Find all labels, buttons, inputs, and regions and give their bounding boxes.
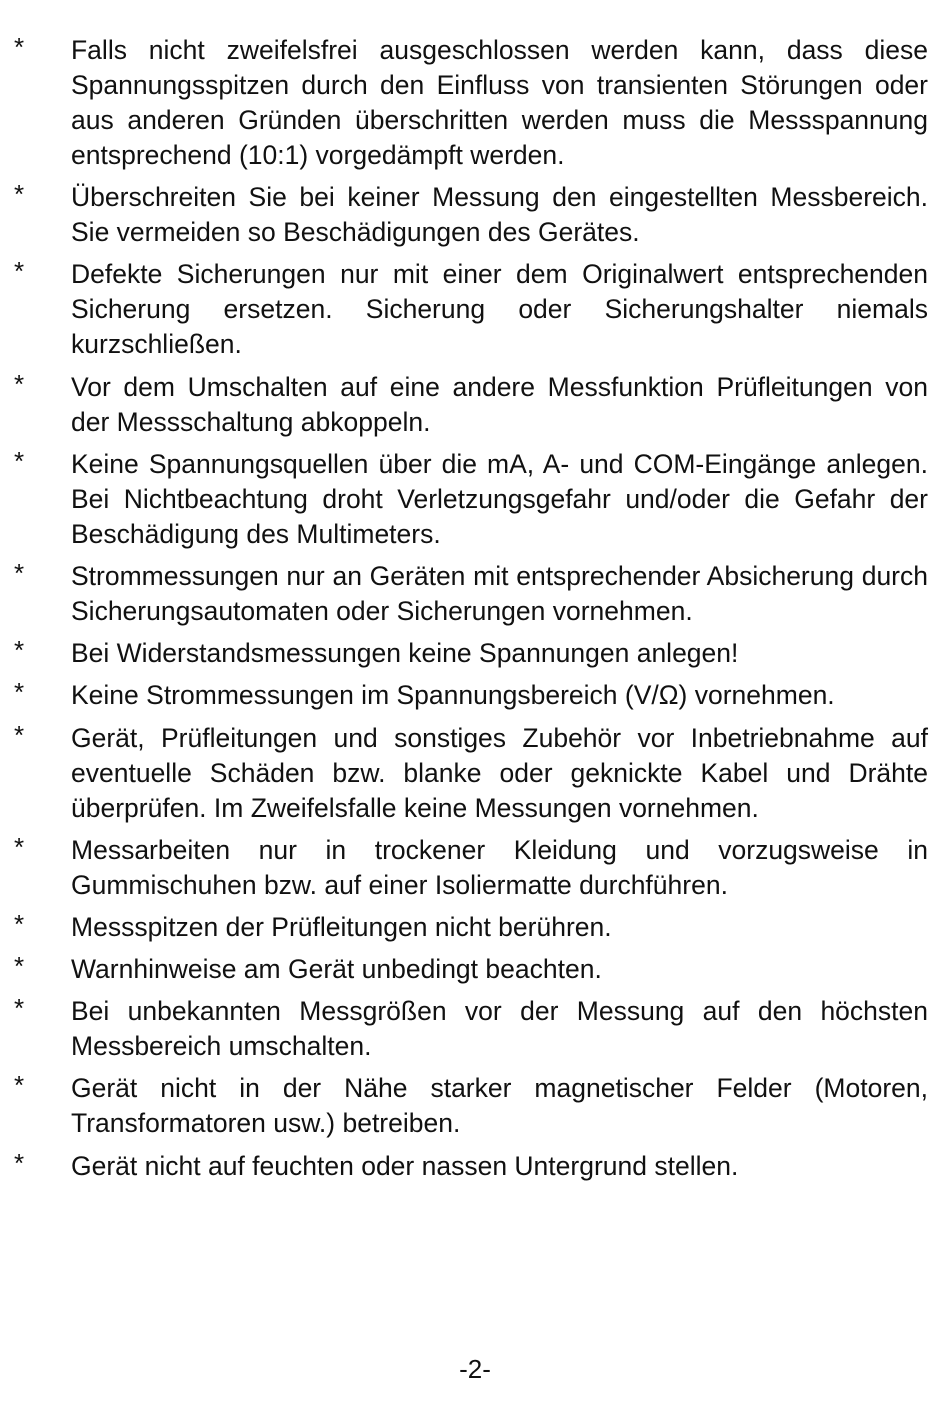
list-item xyxy=(14,678,928,713)
list-item-text: Bei unbekannten Messgrößen vor der Messung auf den höchsten Messbereich umschalten. xyxy=(71,996,928,1062)
list-item-text: Strommessungen nur an Geräten mit entsprechender Absicherung durch Sicherungsautomaten oder Sicherungen vornehmen. xyxy=(71,560,928,626)
list-item-text: Gerät nicht in der Nähe starker magnetischer Felder (Motoren, Transformatoren usw.) betreiben. xyxy=(71,1073,928,1139)
list-item-text: Keine Strommessungen im Spannungsbereich (V/Ω) vornehmen. xyxy=(71,680,835,711)
list-item xyxy=(14,180,928,250)
page-number: -2- xyxy=(459,1354,491,1384)
asterisk-bullet: * xyxy=(14,179,25,210)
list-item xyxy=(14,833,928,903)
asterisk-bullet: * xyxy=(14,908,25,939)
list-item-text: Vor dem Umschalten auf eine andere Messfunktion Prüfleitungen von der Messschaltung abkoppeln. xyxy=(71,371,928,437)
asterisk-bullet: * xyxy=(14,445,25,476)
list-item xyxy=(14,994,928,1064)
list-item xyxy=(14,33,928,173)
asterisk-bullet: * xyxy=(14,368,25,399)
list-item xyxy=(14,370,928,440)
asterisk-bullet: * xyxy=(14,719,25,750)
asterisk-bullet: * xyxy=(14,677,25,708)
asterisk-bullet: * xyxy=(14,635,25,666)
list-item xyxy=(14,952,928,987)
list-item-text: Warnhinweise am Gerät unbedingt beachten. xyxy=(71,954,602,985)
list-item-text: Keine Spannungsquellen über die mA, A- und COM-Eingänge anlegen. Bei Nichtbeachtung droht Verletzungsgefahr und/oder die Gefahr der Beschädigung des Multimeters. xyxy=(71,448,928,549)
asterisk-bullet: * xyxy=(14,256,25,287)
list-item-text: Gerät, Prüfleitungen und sonstiges Zubehör vor Inbetriebnahme auf eventuelle Schäden bzw. blanke oder geknickte Kabel und Drähte überprüfen. Im Zweifelsfalle keine Messungen vornehmen. xyxy=(71,722,928,823)
asterisk-bullet: * xyxy=(14,32,25,62)
asterisk-bullet: * xyxy=(14,831,25,862)
list-item-text: Bei Widerstandsmessungen keine Spannungen anlegen! xyxy=(71,638,739,669)
safety-instructions-list xyxy=(14,33,928,1191)
asterisk-bullet: * xyxy=(14,1070,25,1101)
list-item xyxy=(14,1071,928,1141)
list-item-text: Messarbeiten nur in trockener Kleidung und vorzugsweise in Gummischuhen bzw. auf einer Isoliermatte durchführen. xyxy=(71,834,928,900)
asterisk-bullet: * xyxy=(14,557,25,588)
list-item xyxy=(14,721,928,826)
list-item-text: Gerät nicht auf feuchten oder nassen Untergrund stellen. xyxy=(71,1150,739,1181)
list-item xyxy=(14,1149,928,1184)
list-item xyxy=(14,447,928,552)
asterisk-bullet: * xyxy=(14,951,25,982)
list-item xyxy=(14,257,928,362)
list-item xyxy=(14,910,928,945)
list-item-text: Defekte Sicherungen nur mit einer dem Originalwert entsprechenden Sicherung ersetzen. Sicherung oder Sicherungshalter niemals kurzschließen. xyxy=(71,259,928,360)
list-item-text: Überschreiten Sie bei keiner Messung den eingestellten Messbereich. Sie vermeiden so Beschädigungen des Gerätes. xyxy=(71,182,928,248)
list-item-text: Falls nicht zweifelsfrei ausgeschlossen werden kann, dass diese Spannungsspitzen durch den Einfluss von transienten Störungen oder aus anderen Gründen überschritten werden muss die Messspannung entsprechend (10:1) vorgedämpft werden. xyxy=(71,35,928,170)
list-item xyxy=(14,636,928,671)
asterisk-bullet: * xyxy=(14,993,25,1024)
asterisk-bullet: * xyxy=(14,1147,25,1178)
list-item-text: Messspitzen der Prüfleitungen nicht berühren. xyxy=(71,911,612,942)
list-item xyxy=(14,559,928,629)
